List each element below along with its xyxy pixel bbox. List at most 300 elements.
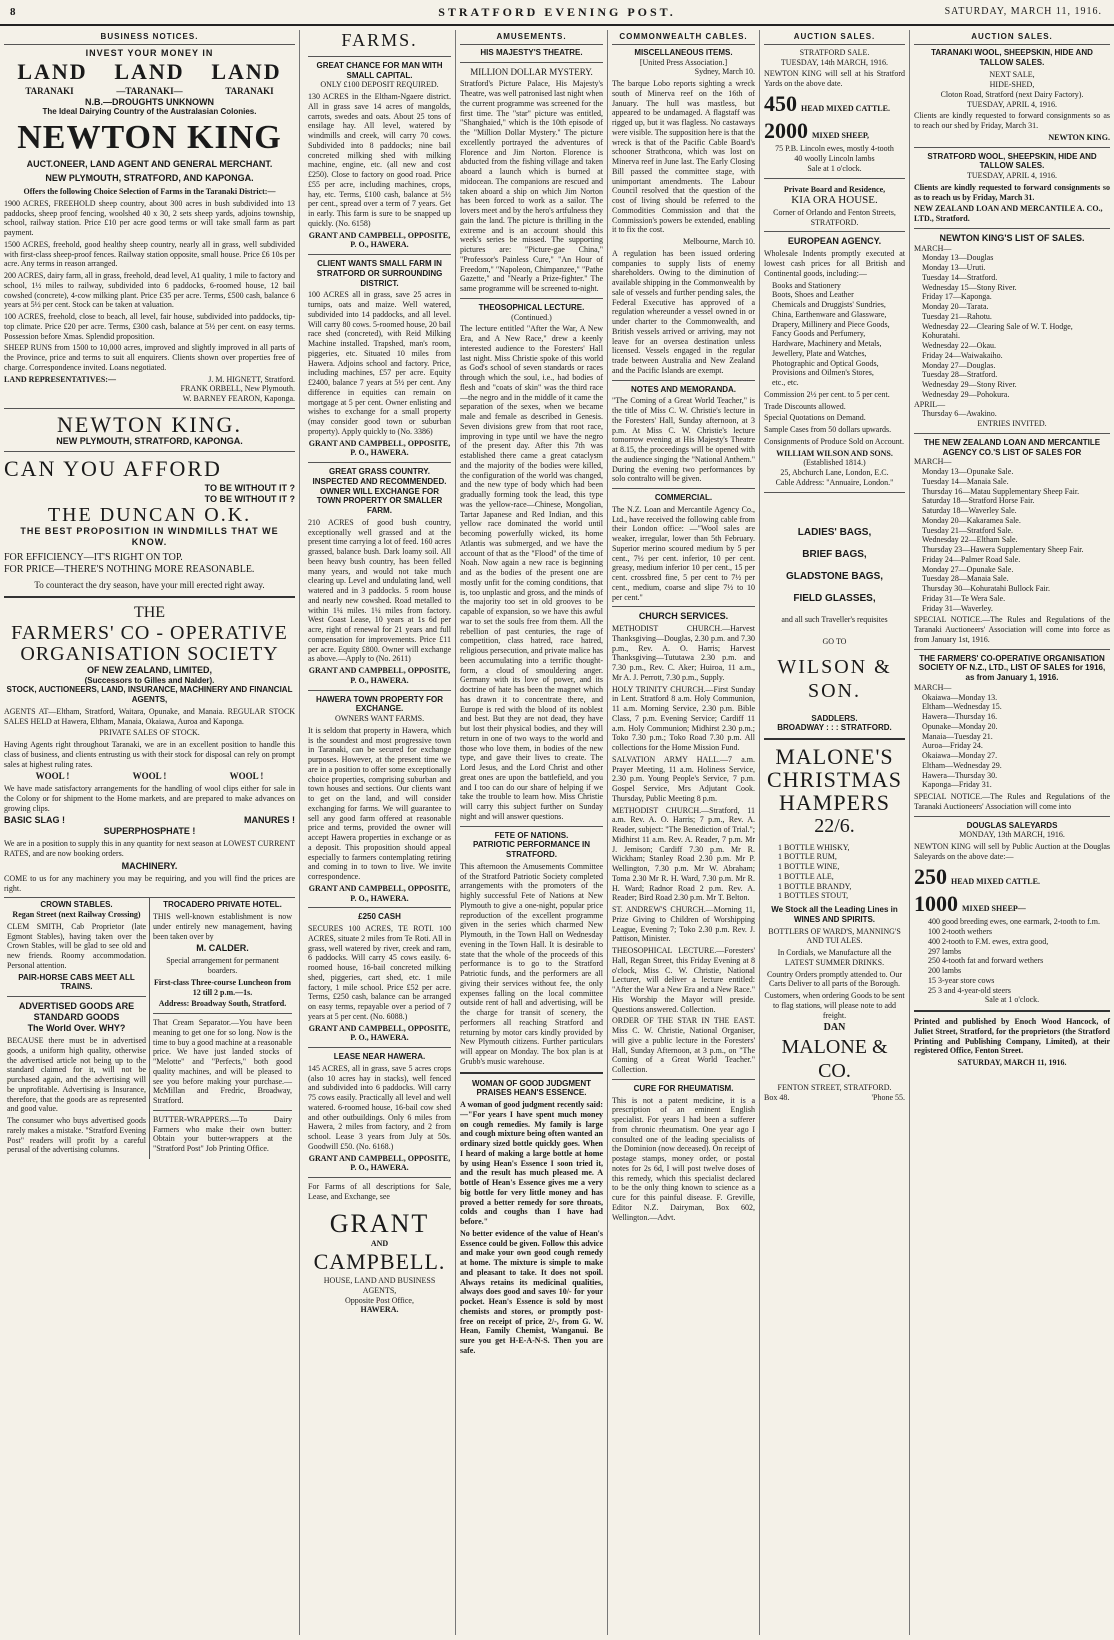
firm-description: AUCT.ONEER, LAND AGENT AND GENERAL MERCHANT. xyxy=(26,159,273,170)
theosophical-text: The lecture entitled "After the War, A New Era, and A New Race," drew a keenly interested audience to the Foresters' Hall last night. Miss Christie spoke of this world as God's school of seven standards or races through which the soul, i.e., had bodies of flesh and "coats of skin" was the third race—the negro and in the middle of it came the separation of the sexes, when we became male and female as described in Genesis. Seven divisions grew from that root race, improving in type until we have the negro of the present day. After this 7th was established there came a great cataclysm and the majority of the bodies were killed, the configuration of the world was changed, and the new type of body which had been gradually forming took the lead, this type was the yellow-race—Chinese, Mongolian, Tartar Japanese and Red Indian, and this yellow race dominated the world until becoming powerfully wicked, its home Atlantis was submerged, and we have the account of that as the "Flood" of the time of Noah. Now again a new race is beginning and as the bodies of the present one are mostly unfit for the coming conditions, that is, too unplastic and gross, and the minds of the majority too set in old grooves to be capable of expansion, so we have this awful war to set the souls free from them. All the rebellion of past centuries, the rage of competition, class hatred, race hatred, religious persecution, and private malice has been accumulating into a terrific thought-form, a cloud of smouldering anger. Germany with its love of power, and its doctrine of hate has been the magnet which has drawn it to concentrate there, and Europe is red with the blood of its noblest and best. But they are not dead, they have but lost their physical bodies, and they will return in one of two ways to the world and those who love them, in bodies of the new type, and gave their lives to create. The Lord Jesus, and the Lord Christ and other great ones are upon the battlefield, and you and I too can do our share of helping if we take the trouble to learn how. Miss Christie will carry this subject further on Sunday night and will answer questions. xyxy=(460,324,603,821)
hamper-price: 22/6. xyxy=(814,815,855,838)
theatre-heading: HIS MAJESTY'S THEATRE. xyxy=(480,47,583,57)
wool-text: We have made satisfactory arrangements for the handling of wool clips either for sale in the Colony or for shipment to the Home markets, and are prepared to make advances on growing clips. xyxy=(4,784,295,813)
reps-label: LAND REPRESENTATIVES:— xyxy=(4,374,116,384)
agent-signoff: GRANT AND CAMPBELL, OPPOSITE, P. O., HAWERA. xyxy=(308,230,451,250)
farm-ad-heading: LEASE NEAR HAWERA. xyxy=(333,1052,426,1062)
farm-ad: For Farms of all descriptions for Sale, Lease, and Exchange, see xyxy=(308,1182,451,1201)
sale-entry: Eltham—Wednesday 15. xyxy=(922,702,1002,712)
column-auction-sales-2 xyxy=(910,30,1114,1635)
super-text: We are in a position to supply this in any quantity for next season at LOWEST CURRENT RATES, and are now booking orders. xyxy=(4,839,295,859)
cattle-label: HEAD MIXED CATTLE. xyxy=(951,876,1040,886)
sale-entry: Friday 31—Te Wera Sale. xyxy=(922,593,1006,603)
hide-shed: HIDE-SHED, xyxy=(989,80,1035,89)
cloton-road: Cloton Road, Stratford (next Dairy Factory). xyxy=(940,89,1084,99)
farm-ad-subheading: OWNERS WANT FARMS. xyxy=(334,714,425,724)
column-business-notices xyxy=(0,30,300,1635)
sheep-item: 25 3 and 4-year-old steers xyxy=(928,985,1011,995)
section-header: AMUSEMENTS. xyxy=(460,30,603,45)
section-header: COMMONWEALTH CABLES. xyxy=(612,30,755,45)
european-item: Boots, Shoes and Leather xyxy=(772,290,854,300)
bottle-item: 1 BOTTLE ALE, xyxy=(778,871,834,881)
sale-entry: Tuesday 21—Stratford Sale. xyxy=(922,525,1014,535)
farmers-coop-heading: FARMERS' CO - OPERATIVE ORGANISATION SOCIETY xyxy=(11,621,288,665)
sydney-dateline: Sydney, March 10. xyxy=(694,67,755,77)
sale-entry: Friday 24—Palmer Road Sale. xyxy=(922,554,1021,564)
trocadero-heading: TROCADERO PRIVATE HOTEL. xyxy=(163,900,282,910)
deposit-line: ONLY £100 DEPOSIT REQUIRED. xyxy=(320,80,439,90)
douglas-date: MONDAY, 13th MARCH, 1916. xyxy=(959,830,1065,840)
bottom-split xyxy=(4,897,295,1159)
church-service: SALVATION ARMY HALL.—7 a.m. Prayer Meeting, 11 a.m. Holiness Service, 2.30 p.m. Young People's Service, 7 p.m. Gospel Service, Mrs Adjutant Cook. Thursday, Public Meeting 8 p.m. xyxy=(612,754,755,803)
bag-item: FIELD GLASSES, xyxy=(793,593,876,605)
sale-entry: Eltham—Wednesday 29. xyxy=(922,760,1002,770)
theosophical-heading: THEOSOPHICAL LECTURE. xyxy=(478,302,585,312)
farm-listing: 100 ACRES, freehold, close to beach, all level, fair house, subdivided into paddocks, tip-top climate. Price £20 per acre. Terms, £300 cash, balance at 5½ per cent. on easy terms. Possession before Xmas. Splendid proposition. xyxy=(4,312,295,341)
fete-heading: FETE OF NATIONS. xyxy=(494,830,569,840)
column-cables xyxy=(608,30,760,1635)
sheep-label: MIXED SHEEP— xyxy=(962,903,1026,913)
church-service: ORDER OF THE STAR IN THE EAST. Miss C. W. Christie, National Organiser, will give a public lecture in the Foresters' Hall, Sunday Afternoon, at 3 p.m., on "The Coming of a Great World Teacher." Collection. xyxy=(612,1016,755,1075)
farmers-successors: (Successors to Gilles and Nalder). xyxy=(84,675,215,685)
malone-heading-2: CHRISTMAS xyxy=(767,767,902,793)
sheep-item: 100 2-tooth wethers xyxy=(928,927,992,937)
firm-towns-2: NEW PLYMOUTH, STRATFORD, KAPONGA. xyxy=(56,436,243,447)
cordials-line: In Cordials, we Manufacture all the LATEST SUMMER DRINKS. xyxy=(777,948,892,967)
sheep-item: 400 2-tooth to F.M. ewes, extra good, xyxy=(928,936,1049,946)
sale-entry: Okaiawa—Monday 13. xyxy=(922,692,998,702)
commercial-heading: COMMERCIAL. xyxy=(654,493,713,502)
european-item: Provisions and Oilmen's Stores, xyxy=(772,368,874,378)
sheep-count: 1000 xyxy=(914,890,958,916)
woman-heading: WOMAN OF GOOD JUDGMENT PRAISES HEAN'S ESSENCE. xyxy=(471,1078,592,1098)
wool-word: WOOL ! xyxy=(229,771,264,782)
wool-word: WOOL ! xyxy=(35,771,70,782)
agent-signoff: GRANT AND CAMPBELL, OPPOSITE, P. O., HAWERA. xyxy=(308,666,451,685)
farmers-nz: OF NEW ZEALAND, LIMITED, xyxy=(87,664,212,675)
standard-goods: STANDARD GOODS xyxy=(33,1012,120,1023)
nk-sign: NEWTON KING. xyxy=(1048,132,1110,142)
windmill-line: THE BEST PROPOSITION IN WINDMILLS THAT WE KNOW. xyxy=(20,525,279,547)
sale-entry: Thursday 16—Matau Supplementary Sheep Fair. xyxy=(922,486,1080,496)
press-association: [United Press Association.] xyxy=(639,57,728,67)
droughts-note: N.B.—DROUGHTS UNKNOWN xyxy=(85,96,214,107)
farmers-the: THE xyxy=(133,604,166,622)
nzlm-sign: NEW ZEALAND LOAN AND MERCANTILE A. CO., LTD., Stratford. xyxy=(914,204,1103,223)
hawera-line: HAWERA. xyxy=(360,1305,399,1315)
sale-entry: Tuesday 14—Manaia Sale. xyxy=(922,476,1009,486)
contact-line xyxy=(764,1093,905,1103)
wool-row xyxy=(4,771,295,782)
sheep-item: 75 P.B. Lincoln ewes, mostly 4-tooth xyxy=(775,144,894,154)
sale-entry: Wednesday 29—Pohokura. xyxy=(922,389,1010,399)
farm-ad: 145 ACRES, all in grass, save 5 acres crops (also 10 acres hay in stacks), well fenced and subdivided into 6 paddocks. Will carry 75 cows easily. Practically all level and well watered. 6-roomed house, 16-bail cow shed and other outbuildings. Only 6 miles from Hawera, 2 miles from factory, and 2 from school. Lease 3 years from July at 50s. Goodwill £50. (No. 6168.) xyxy=(308,1063,451,1151)
dan-word: DAN xyxy=(823,1022,846,1034)
land-word: LAND xyxy=(114,58,185,84)
land-banner xyxy=(4,59,295,86)
customers-line: Customers, when ordering Goods to be sent to flag stations, will please note to add freight. xyxy=(764,991,905,1020)
campbell-heading: CAMPBELL. xyxy=(313,1249,446,1275)
european-item: Hardware, Machinery and Metals, xyxy=(772,339,882,349)
sheep-item: 40 woolly Lincoln lambs xyxy=(794,154,875,164)
sale-entry: Monday 13—Uruti. xyxy=(922,263,986,273)
sale-date: TUESDAY, APRIL 4, 1916. xyxy=(967,171,1057,180)
church-service: THEOSOPHICAL LECTURE.—Foresters' Hall, Regan Street, this Friday Evening at 8 o'clock, Miss C. W. Christie, National Lecturer, will deliver a lecture entitled: "After the War a New Era and a New Race." His Worship the Mayor will preside. Questions answered. Collection. xyxy=(612,946,755,1014)
malone-co: MALONE & CO. xyxy=(781,1035,888,1083)
bottom-right xyxy=(149,898,295,1159)
sale-entry: Monday 27—Douglas. xyxy=(922,360,996,370)
manures-row xyxy=(4,815,295,826)
nk-list-heading: NEWTON KING'S LIST OF SALES. xyxy=(939,232,1085,243)
melbourne-dateline: Melbourne, March 10. xyxy=(683,237,755,246)
broadway-line: BROADWAY : : : STRATFORD. xyxy=(777,723,892,733)
newspaper-title: STRATFORD EVENING POST. xyxy=(438,5,676,19)
sale-entry: Friday 17—Kaponga. xyxy=(922,292,992,302)
wilsons-name: WILLIAM WILSON AND SONS. xyxy=(776,448,893,458)
sheep-item: 297 lambs xyxy=(928,946,962,956)
farm-ad: It is seldom that property in Hawera, which is the soundest and most progressive town in Taranaki, can be secured for exchange purposes. However, at the present time we are in a position to offer some exceptionally choice properties, comprising suburban and town houses and sections. Our clients want to get on the land, and will consider exchanging for farms. We will guarantee to sell any good farm offered at reasonable price and terms, provided the owner will accept Hawera properties in exchange or as a deposit. This proposition should appeal especially to farmers contemplating retiring and coming in to town to live. We invite correspondence. xyxy=(308,725,451,882)
malone-heading-1: MALONE'S xyxy=(775,744,894,770)
calder-name: M. CALDER. xyxy=(196,943,249,954)
commercial-text: The N.Z. Loan and Mercantile Agency Co., Ltd., have received the following cable from their London office: —"Wool sales are weaker, irregular, lower than 5th February. Superior merino scoured medium by 5 per cent., 7½ per cent. inferior, 10 per cent. greasy, medium inferior 10 per cent., 15 per cent. crossbred fine, 5 per cent to 7½ per cent., medium, coarse and slipe 7½ to 10 per cent." xyxy=(612,504,755,602)
private-board: Private Board and Residence, xyxy=(783,184,886,194)
agents-line: HOUSE, LAND AND BUSINESS AGENTS, xyxy=(323,1276,436,1295)
sheep-item: 400 good breeding ewes, one earmark, 2-tooth to f.m. xyxy=(928,917,1100,927)
farm-ad-heading: CLIENT WANTS SMALL FARM IN STRATFORD OR SURROUNDING DISTRICT. xyxy=(316,259,443,288)
taranaki-word: TARANAKI xyxy=(25,85,74,96)
boarders-line: Special arrangement for permanent boarders. xyxy=(166,956,279,976)
offers-line: Offers the following Choice Selection of Farms in the Taranaki District:— xyxy=(23,187,276,197)
opposite-line: Opposite Post Office, xyxy=(345,1295,414,1305)
farm-ad-heading: GREAT GRASS COUNTRY. INSPECTED AND RECOMMENDED. xyxy=(312,467,447,486)
requisites-line: and all such Traveller's requisites xyxy=(781,615,888,625)
column-auction-sales-1 xyxy=(760,30,910,1635)
sheep-item: 15 3-year store cows xyxy=(928,975,995,985)
melbourne-text: A regulation has been issued ordering companies to supply lists of enemy shareholders. Owing to the diminution of available shipping in the Commonwealth by sale of vessels and further pending sales, the Federal Executive has approved of a regulation whereunder a vessel owned in or under charter to the Commonwealth, and British vessels arrived or arriving, may not leave for an oversea destination unless licensed. Vessels engaged in the regular trade between Australia and New Zealand and the Pacific Islands are exempt. xyxy=(612,248,755,375)
sale-entry: Thursday 6—Awakino. xyxy=(922,409,997,419)
without-line: TO BE WITHOUT IT ? xyxy=(204,482,295,493)
commission-line: Commission 2½ per cent. to 5 per cent. xyxy=(764,389,890,399)
agent-signoff: GRANT AND CAMPBELL, OPPOSITE, P. O., HAWERA. xyxy=(308,1153,451,1173)
sale-heading: STRATFORD SALE. xyxy=(799,47,870,57)
luncheon-line: First-class Three-course Luncheon from 12 till 2 p.m.—1s. xyxy=(153,977,292,997)
dairy-note: The Ideal Dairying Country of the Australasian Colonies. xyxy=(42,107,257,117)
sale-entry: Wednesday 15—Stony River. xyxy=(922,282,1017,292)
continued-note: (Continued.) xyxy=(511,312,552,322)
sale-entry: Wednesday 22—Clearing Sale of W. T. Hodge, Kohuratahi. xyxy=(922,321,1073,341)
sheep-item: 200 lambs xyxy=(928,966,962,976)
superphosphate: SUPERPHOSPHATE ! xyxy=(103,826,196,837)
sale-entry: Thursday 23—Hawera Supplementary Sheep Fair. xyxy=(922,545,1084,555)
grant-heading: GRANT xyxy=(329,1208,430,1238)
sale-entry: Wednesday 22—Okau. xyxy=(922,341,997,351)
farms-title: FARMS. xyxy=(341,30,418,50)
basic-slag: BASIC SLAG ! xyxy=(4,815,66,826)
consign-line: Consignments of Produce Sold on Account. xyxy=(764,436,904,446)
month-label: MARCH— xyxy=(914,457,952,467)
rep-name: W. BARNEY FEARON, Kaponga. xyxy=(182,394,295,404)
special-notice: SPECIAL NOTICE.—The Rules and Regulations of the Taranaki Auctioneers' Association will come into xyxy=(914,792,1110,811)
fenton-line: FENTON STREET, STRATFORD. xyxy=(777,1083,892,1093)
farm-listing: SHEEP RUNS from 1500 to 10,000 acres, improved and slightly improved in all parts of the Province, price and terms to suit all enquirers. Clients shown over properties free of charge. Correspondence invited. Loans negotiated. xyxy=(4,343,295,372)
fcos-heading: THE FARMERS' CO-OPERATIVE ORGANISATION SOCIETY OF N.Z., LTD., LIST OF SALES for 1916, as from January 1, 1916. xyxy=(918,653,1106,683)
sale-entry: Friday 24—Waiwakaiho. xyxy=(922,350,1003,360)
private-sales-heading: PRIVATE SALES OF STOCK. xyxy=(99,728,200,738)
quotations-line: Special Quotations on Demand. xyxy=(764,413,866,423)
church-service: HOLY TRINITY CHURCH.—First Sunday in Lent. Stratford 8 a.m. Holy Communion, 11 a.m. Morning Service, 2.30 p.m. Bible Class, 7 p.m. Evening Service; Cardiff 11 a.m. Holy Communion; Midhirst 2.30 p.m.; Toko 7.30 p.m.; Toko Road 7.30 p.m. All collections for the Home Mission Fund. xyxy=(612,684,755,753)
masthead xyxy=(0,0,1114,26)
price-line: FOR PRICE—THERE'S NOTHING MORE REASONABLE. xyxy=(4,563,255,575)
nzlm-list-heading: THE NEW ZEALAND LOAN AND MERCANTILE AGENCY CO.'S LIST OF SALES FOR xyxy=(923,437,1101,457)
private-sales-text: Having Agents right throughout Taranaki, we are in an excellent position to handle this class of business, and clients entrusting us with their stock for disposal can rely on prompt sales at highest ruling rates. xyxy=(4,740,295,769)
fete-text: This afternoon the Amusements Committee of the Stratford Patriotic Society completed arrangements with the promoters of the highly successful Fete of Nations at New Plymouth to give a one-night, popular price reproduction of the excellent programme given in the series which charmed New Plymouth, in the Town Hall on Wednesday evening in the Town Hall. It is desirable to state that the whole of the proceeds of this performance is to go to the Stratford Patriotic funds, and the performers are all giving their services without fee, the only expenses falling on the local committee outside rent of hall and advertising, will be the charge for transit of scenery, the performers all reaching Stratford and returning by motor cars kindly provided by New Plymouth citizens. Further particulars will appear on Monday. The box plan is at Grubb's music warehouse. xyxy=(460,861,603,1066)
heans-text: No better evidence of the value of Hean's Essence could be given. Follow this advice and make your own good cough remedy at home. The mixture is simple to make and pleasant to take. It does not spoil. Always retains its medicinal qualities, always does good and saves 10/- for your pocket. Hean's Essence is sold by most chemists and stores, or promptly post-free on receipt of price, 2/-, from G. W. Hean, Family Chemist, Wanganui. Be sure you get H-E-A-N-S. Then you are safe. xyxy=(460,1228,603,1355)
stratford-line: STRATFORD. xyxy=(810,217,859,227)
sale-entry: Thursday 30—Kohuratahi Bullock Fair. xyxy=(922,584,1050,594)
special-notice: SPECIAL NOTICE.—The Rules and Regulations of the Taranaki Auctioneers' Association will come into force as from January 1st, 1916. xyxy=(914,615,1110,644)
european-item: etc., etc. xyxy=(772,378,799,388)
newton-king-heading: NEWTON KING xyxy=(17,119,282,157)
woman-text: A woman of good judgment recently said:—"For years I have spent much money on cough remedies. My family is large and cough mixture being often wanted an ordinary sized bottle quickly goes. When I heard of making a large bottle at home by using Hean's Essence I soon tried it, and the result has much pleased me. A bottle of Hean's Essence gives me a very big bottle for very little money and has proved a better remedy for sore throats, colds and coughs than I have had before." xyxy=(460,1100,603,1227)
month-label: APRIL— xyxy=(914,399,946,409)
douglas-heading: DOUGLAS SALEYARDS xyxy=(966,820,1058,830)
sale-entry: Hawera—Thursday 16. xyxy=(922,712,998,722)
machinery-heading: MACHINERY. xyxy=(121,860,178,871)
bottom-left xyxy=(4,898,149,1159)
sale-entry: Tuesday 21—Rahotu. xyxy=(922,311,992,321)
sale-intro: NEWTON KING will sell at his Stratford Yards on the above date. xyxy=(764,69,905,88)
european-item: Books and Stationery xyxy=(772,280,841,290)
sale-entry: Monday 13—Douglas xyxy=(922,253,994,263)
agent-signoff: GRANT AND CAMPBELL, OPPOSITE, P. O., HAWERA. xyxy=(308,1023,451,1043)
without-line: TO BE WITHOUT IT ? xyxy=(204,493,295,504)
million-text: Stratford's Picture Palace, His Majesty's Theatre, was well patronised last night when the current programme was screened for the first time. The "star" picture was entitled, "Shanghaied," which is the 10th episode of the "Million Dollar Mystery." The picture excellently portrayed the adventures of Florence and Jim Norton. Florence is abducted from the fishing village and taken aboard a launch which is burned at midocean. The companions are rescued and taken aboard a ship on which Jim Norton has been forced to work as a sailor. The lovers meet and by the hero's artfulness they gain the land. The picture is thrilling in the extreme and is an account should this week's series be missed. The supporting pictures are: "Picture-gae China," "Professor's Painless Cure," "An Hour of Freedom," "Napoleon, Chimpanzee," "Pathe Gazette," and "Nearly a Prize-fighter." The same programme will be screened to-night. xyxy=(460,79,603,294)
great-chance: GREAT CHANCE FOR MAN WITH SMALL CAPITAL. xyxy=(316,60,443,80)
malone-heading-3: HAMPERS xyxy=(779,790,890,816)
manures-word: MANURES ! xyxy=(244,815,295,826)
european-text: Wholesale Indents promptly executed at lowest cash prices for all British and Continental goods, including:— xyxy=(764,249,905,278)
representatives xyxy=(4,375,295,404)
farm-ad: 130 ACRES in the Eltham-Ngaere district. All in grass save 14 acres of mangolds, carrots, swedes and oats. About 25 tons of ensilage hay. All level, watered by windmills and creek, will carry 70 cows. Subdivided into 8 paddocks; nine bail concreted milking shed with milking machine, engine, etc. (all new and cost £250). Close to factory on good road. Price £55 per acre, including machines, crops, hay, etc. Terms, £100 cash, balance at 5½ per cent., spread over a term of 7 years. Get in early. This farm is sure to be snapped up quickly. (No. 6158) xyxy=(308,92,451,228)
section-header: AUCTION SALES. xyxy=(764,30,905,45)
church-service: METHODIST CHURCH.—Harvest Thanksgiving—Douglas, 2.30 p.m. and 7.30 p.m., Rev. A. O. Harris; Harvest Thanksgiving—Tututawa 2.30 p.m. and 7.30 p.m., Rev. C. Aker; Huiroa, 11 a.m., Mr A. J. Perrott, 7.30 p.m., Supply. xyxy=(612,624,755,682)
sale-entry: Saturday 18—Waverley Sale. xyxy=(922,506,1017,516)
clients-note: Clients are kindly requested to forward consignments so as to reach us by Friday, March 31. xyxy=(914,182,1110,202)
farmers-services: STOCK, AUCTIONEERS, LAND, INSURANCE, MACHINERY AND FINANCIAL AGENTS, xyxy=(6,685,293,705)
sale-entry: Wednesday 22—Eltham Sale. xyxy=(922,535,1018,545)
agent-signoff: GRANT AND CAMPBELL, OPPOSITE, P. O., HAWERA. xyxy=(308,883,451,903)
crown-stables-text: CLEM SMITH, Cab Proprietor (late Egmont Stables), having taken over the Crown Stables, will be glad to see old and new friends. Roomy accommodation. Personal attention. xyxy=(7,921,146,970)
farm-listing: 200 ACRES, dairy farm, all in grass, freehold, dead level, A1 quality, 1 mile to factory and school, 1½ miles to railway, subdivided into 6 paddocks, 6-roomed house, 12 bail cowshed (concrete), 4-cow milking plant. Price £35 per acre. Terms, £500 cash, balance 6 years at 5½ per cent. Stock can be taken at valuation. xyxy=(4,271,295,310)
crown-stables-address: Regan Street (next Railway Crossing) xyxy=(12,910,141,920)
bottle-item: 1 BOTTLE WHISKY, xyxy=(778,842,850,852)
sale-entry: Auroa—Friday 24. xyxy=(922,741,983,751)
page-number: 8 xyxy=(10,6,16,18)
column-farms xyxy=(304,30,456,1635)
stock-line: We Stock all the Leading Lines in WINES AND SPIRITS. xyxy=(771,905,898,924)
phone-number: 'Phone 55. xyxy=(871,1093,905,1103)
kia-ora-heading: KIA ORA HOUSE. xyxy=(791,194,878,207)
son-heading: SON. xyxy=(807,680,861,703)
farm-ad: 210 ACRES of good bush country, exceptionally well grassed and at the present time carrying a lot of feed. 160 acres grassed, balance bush. Dark loamy soil. All been heavy bush country, has been felled many years, and would not take much clearing up. Level and undulating land, well watered and in 3 paddocks. 5 room house and nearly new cowshed. Road metalled to within 1¼ miles. 1¼ miles from factory. West Coast Lease, 10 years at 1s 6d per acre, right of renewal for 21 years and full compensation for improvements. Price £11 per acre. Equity £800. Owner will exchange as above.—Apply to (No. 2611) xyxy=(308,517,451,664)
machinery-text: COME to us for any machinery you may be requiring, and you will find the prices are right. xyxy=(4,873,295,893)
rep-name: J. M. HIGNETT, Stratford. xyxy=(208,374,295,384)
european-heading: EUROPEAN AGENCY. xyxy=(787,236,882,247)
sheep-line xyxy=(764,118,905,145)
church-heading: CHURCH SERVICES. xyxy=(638,611,729,622)
cattle-label: HEAD MIXED CATTLE. xyxy=(801,103,890,113)
douglas-intro: NEWTON KING will sell by Public Auction at the Douglas Saleyards on the above date:— xyxy=(914,842,1110,861)
nk-sale-list xyxy=(914,253,1110,399)
trocadero-text: THIS well-known establishment is now under entirely new management, having been taken over by xyxy=(153,912,292,941)
cattle-line xyxy=(764,91,905,118)
sale-entry: Tuesday 28—Stratford. xyxy=(922,370,998,380)
trade-line: Trade Discounts allowed. xyxy=(764,401,846,411)
advertised-heading: ADVERTISED GOODS ARE xyxy=(18,1001,135,1012)
and-word: AND xyxy=(370,1239,389,1249)
patriotic-heading: PATRIOTIC PERFORMANCE IN STRATFORD. xyxy=(472,840,591,860)
samples-line: Sample Cases from 50 dollars upwards. xyxy=(764,425,892,435)
taranaki-banner xyxy=(4,86,295,97)
wool-word: WOOL ! xyxy=(132,771,167,782)
farm-listing: 1900 ACRES, FREEHOLD sheep country, about 300 acres in bush subdivided into 13 paddocks, sheep proof fencing, woolshed 40 x 30, 2 sets sheep yards, adjoins township, school, railway station. Price £10 per acre good terms or will take small farm as part payment. xyxy=(4,198,295,238)
clients-note: Clients are kindly requested to forward consignments so as to reach our shed by Friday, March 31. xyxy=(914,111,1110,130)
world-over: The World Over. WHY? xyxy=(27,1023,126,1034)
rheumatism-heading: CURE FOR RHEUMATISM. xyxy=(633,1083,734,1093)
established-line: (Established 1814.) xyxy=(803,458,866,468)
land-word: LAND xyxy=(17,58,88,84)
sale-entry: Saturday 18—Stratford Horse Fair. xyxy=(922,496,1035,506)
issue-date: SATURDAY, MARCH 11, 1916. xyxy=(944,6,1102,17)
go-to: GO TO xyxy=(822,637,847,647)
firm-towns: NEW PLYMOUTH, STRATFORD, AND KAPONGA. xyxy=(45,173,254,184)
sale-entry: Tuesday 28—Manaia Sale. xyxy=(922,574,1009,584)
cattle-line xyxy=(914,864,1110,891)
sheep-count: 2000 xyxy=(764,117,808,143)
april-sale-list xyxy=(914,409,1110,419)
because-text: BECAUSE there must be in advertised goods, a uniform high quality, otherwise the advertised article not being up to the standard claimed for it, will not be purchased again, and the advertising will be unprofitable. Advertising is Insurance, therefore, that the goods are as represented and good value. xyxy=(7,1036,146,1114)
european-item: Chemicals and Druggists' Sundries, xyxy=(772,300,886,310)
section-header: BUSINESS NOTICES. xyxy=(4,30,295,45)
taranaki-word: —TARANAKI— xyxy=(116,85,183,96)
sale-entry: Monday 27—Opunake Sale. xyxy=(922,564,1014,574)
bottle-list xyxy=(764,843,905,902)
month-label: MARCH— xyxy=(914,243,952,253)
sale-entry: Monday 20—Tarata. xyxy=(922,302,989,312)
farm-ad: 100 ACRES all in grass, save 25 acres in turnips, oats and maize. Well watered, subdivided into 14 paddocks, and all level. Will carry 80 cows. 5-roomed house, 20 bail race shed (concreted), with Reid Milking Machine installed. Trapshed, man's room, piggeries, etc. Situated 10 miles from Hawera. Adjoins school and factory. Price, including machines, £57 per acre. Equity £2400, balance 7 years at 5½ per cent. Any difference in equities can remain on mortgage at 5 per cent. Owner enlisting and wishes to exchange for a small property (may consider good town or suburban property). Apply quickly to (No. 3386) xyxy=(308,290,451,436)
sale-entry: Manaia—Tuesday 21. xyxy=(922,731,993,741)
wilson-heading: WILSON & xyxy=(777,655,892,678)
stratford-wool-heading: STRATFORD WOOL, SHEEPSKIN, HIDE AND TALLOW SALES. xyxy=(927,151,1097,171)
pair-horse: PAIR-HORSE CABS MEET ALL TRAINS. xyxy=(18,972,135,992)
sale-entry: Tuesday 14—Stratford. xyxy=(922,272,998,282)
afford-heading: CAN YOU AFFORD xyxy=(4,455,222,481)
cream-separator-ad: That Cream Separator.—You have been meaning to get one for so long. Now is the time to buy a good machine at a reasonable price. We have just landed stocks of "Melotte" and "Perfects," both good quality machines, and will be pleased to see you before making your purchase.—McMillan and Fredric, Broadway, Stratford. xyxy=(153,1018,292,1106)
newton-king-heading-2: NEWTON KING. xyxy=(57,411,242,437)
farm-ad: SECURES 100 ACRES, TE ROTI. 100 ACRES, situate 2 miles from Te Roti. All in grass, well watered by river, creek and ram, 6 paddocks. Will carry 45 cows easily. 6-roomed house, 16-bail concreted milking shed, piggeries, cart shed, etc. 1 mile factory, 1 mile school. Price £52 per acre. Terms, £250 cash, balance can be arranged on easy terms, repayable over a period of 7 years at 5 per cent. (No. 6088.) xyxy=(308,924,451,1021)
european-item: Photographic and Optical Goods, xyxy=(772,358,879,368)
efficiency-line: FOR EFFICIENCY—IT'S RIGHT ON TOP. xyxy=(4,551,183,563)
farm-listing: 1500 ACRES, freehold, good healthy sheep country, nearly all in grass, well subdivided with first-class sheep-proof fences. Railway station opposite, small house. Price £6 10s per acre. Any terms in reason arranged. xyxy=(4,239,295,269)
sale-entry: Opunake—Monday 20. xyxy=(922,721,998,731)
land-word: LAND xyxy=(211,58,282,84)
bottle-item: 1 BOTTLE BRANDY, xyxy=(778,881,852,891)
hotel-address: Address: Broadway South, Stratford. xyxy=(158,999,287,1009)
european-item: China, Earthenware and Glassware, xyxy=(772,309,887,319)
box-number: Box 48. xyxy=(764,1093,790,1103)
country-line: Country Orders promptly attended to. Our Carts Deliver to all parts of the Borough. xyxy=(766,969,903,989)
sheep-line xyxy=(914,891,1110,918)
column-amusements xyxy=(456,30,608,1635)
nzlm-sale-list xyxy=(914,467,1110,613)
misc-text: The barque Lobo reports sighting a wreck south of Minerva reef on the 16th of January. The hull was mastless, but appeared to be undamaged. A flagstaff was rigged up, but it was flagless. No castaways were visible. The supposition here is that the wreck is that of the Pacific Cable Board's schooner Strathcona, which was lost on Minerva reef in June last. The Early Closing Bill passed the committee stage, with unimportant amendments. The Labour Council resolved that the question of the cost of living should be referred to the Commodities Commission and that the Commission's powers be extended, enabling it to fix the cost. xyxy=(612,79,755,235)
sale-entry: Okaiawa—Monday 27. xyxy=(922,751,998,761)
sale-entry: Friday 31—Waverley. xyxy=(922,603,993,613)
sale-date: TUESDAY, 14th MARCH, 1916. xyxy=(780,57,889,67)
entries-invited: ENTRIES INVITED. xyxy=(977,419,1047,429)
sale-time: Sale at 1 o'clock. xyxy=(807,163,862,173)
bag-item: LADIES' BAGS, xyxy=(797,526,872,538)
bottle-item: 1 BOTTLES STOUT, xyxy=(778,891,849,901)
european-item: Drapery, Millinery and Piece Goods, xyxy=(772,319,890,329)
notes-text: "The Coming of a Great World Teacher," is the title of Miss C. W. Christie's lecture in the Foresters' Hall, Sunday afternoon, at 3 p.m. At Miss C. W. Christie's lecture tomorrow evening at His Majesty's Theatre at 8.15, the proceedings will be opened with the audience singing the "National Anthem." During the evening two performances by solo contralto will be given. xyxy=(612,396,755,484)
sale-entry: Monday 20—Kakaramea Sale. xyxy=(922,515,1021,525)
cattle-count: 250 xyxy=(914,863,947,889)
church-service: METHODIST CHURCH.—Stratford, 11 a.m. Rev. A. O. Harris; 7 p.m., Rev. A. Reader, subject: "The Benediction of Trial."; Midhirst 11 a.m. Rev. A. Reader, 7 p.m. Mr J. Jemison; Cardiff 7.30 p.m. Mr R. Wickham; Stanley Road 2.30 p.m. Mr P. Wellington, 7.30 p.m. Mr W. Abraham; Toma 2.30 Mr R. H. Ward, 7.30 p.m. Mr R. H. Ward; Radnor Road 2 p.m. Rev. A. Reader; Bird Road 2.30 p.m. Mr T. Belton. xyxy=(612,805,755,903)
church-service: ST. ANDREW'S CHURCH.—Morning 11, Prize Giving to Children of Worshipping League, Evening 7; Toko 2.30 p.m. Rev. J. Pattison, Minister. xyxy=(612,905,755,944)
rheumatism-text: This is not a patent medicine, it is a prescription of an eminent English specialist. For years I had been a sufferer from chronic rheumatism. One year ago I consulted one of the leading specialists of the Dominion (now deceased). On receipt of postage stamps, money order, or postal notes for 2s 6d, I will post twelve doses of this remedy, which this specialist declared to be the only thing known to science as a cure for this painful disease. F. Greville, Editor N.Z. Dairyman, Box 602, Wellington.—Advt. xyxy=(612,1095,755,1222)
month-label: MARCH— xyxy=(914,682,952,692)
sale-entry: Kaponga—Friday 31. xyxy=(922,780,992,790)
misc-heading: MISCELLANEOUS ITEMS. xyxy=(634,47,733,57)
bag-item: GLADSTONE BAGS, xyxy=(785,570,884,582)
taranaki-word: TARANAKI xyxy=(225,85,274,96)
farm-ad-heading: HAWERA TOWN PROPERTY FOR EXCHANGE. xyxy=(316,694,443,714)
invest-heading: INVEST YOUR MONEY IN xyxy=(85,47,214,58)
farm-ad-heading: £250 CASH xyxy=(358,912,401,922)
bottle-item: 1 BOTTLE WINE, xyxy=(778,862,840,872)
saddlers: SADDLERS. xyxy=(811,713,858,723)
farm-ad-heading: OWNER WILL EXCHANGE FOR TOWN PROPERTY OR SMALLER FARM. xyxy=(316,486,443,516)
rep-name: FRANK ORBELL, New Plymouth. xyxy=(180,384,295,394)
butter-wrappers-ad: BUTTER-WRAPPERS.—To Dairy Farmers who make their own butter: Obtain your butter-wrappers at the "Stratford Post" Job Printing Office. xyxy=(153,1114,292,1154)
consumer-text: The consumer who buys advertised goods rarely makes a mistake. "Stratford Evening Post" readers will profit by a careful perusal of the advertising columns. xyxy=(7,1116,146,1155)
abchurch-line: 25, Abchurch Lane, London, E.C. xyxy=(780,468,889,478)
bottlers-line: BOTTLERS OF WARD'S, MANNING'S AND TUI ALES. xyxy=(768,926,901,946)
duncan-heading: THE DUNCAN O.K. xyxy=(47,503,252,526)
european-item: Fancy Goods and Perfumery, xyxy=(772,329,866,339)
sheep-label: MIXED SHEEP, xyxy=(812,130,870,140)
sale-date: TUESDAY, APRIL 4, 1916. xyxy=(967,99,1057,109)
sale-time: Sale at 1 o'clock. xyxy=(984,995,1040,1005)
agent-signoff: GRANT AND CAMPBELL, OPPOSITE, P. O., HAWERA. xyxy=(308,438,451,458)
taranaki-wool-heading: TARANAKI WOOL, SHEEPSKIN, HIDE AND TALLOW SALES. xyxy=(931,47,1093,67)
sale-entry: Wednesday 29—Stony River. xyxy=(922,380,1017,390)
bottle-item: 1 BOTTLE RUM, xyxy=(778,852,837,862)
european-items xyxy=(764,281,905,388)
bag-item: BRIEF BAGS, xyxy=(802,548,867,560)
douglas-sheep-list xyxy=(914,917,1110,995)
sale-entry: Monday 13—Opunake Sale. xyxy=(922,467,1014,477)
corner-line: Corner of Orlando and Fenton Streets, xyxy=(773,207,896,217)
sale-entry: Hawera—Thursday 30. xyxy=(922,770,998,780)
agents-line: AGENTS AT—Eltham, Stratford, Waitara, Opunake, and Manaia. REGULAR STOCK SALES HELD at Hawera, Eltham, Manaia, Okaiawa, Auroa and Kaponga. xyxy=(4,706,295,726)
cable-line: Cable Address: "Annuaire, London." xyxy=(775,477,894,487)
counteract-line: To counteract the dry season, have your mill erected right away. xyxy=(34,580,265,591)
bags-ad xyxy=(764,497,905,734)
cattle-count: 450 xyxy=(764,90,797,116)
crown-stables-heading: CROWN STABLES. xyxy=(40,900,113,910)
